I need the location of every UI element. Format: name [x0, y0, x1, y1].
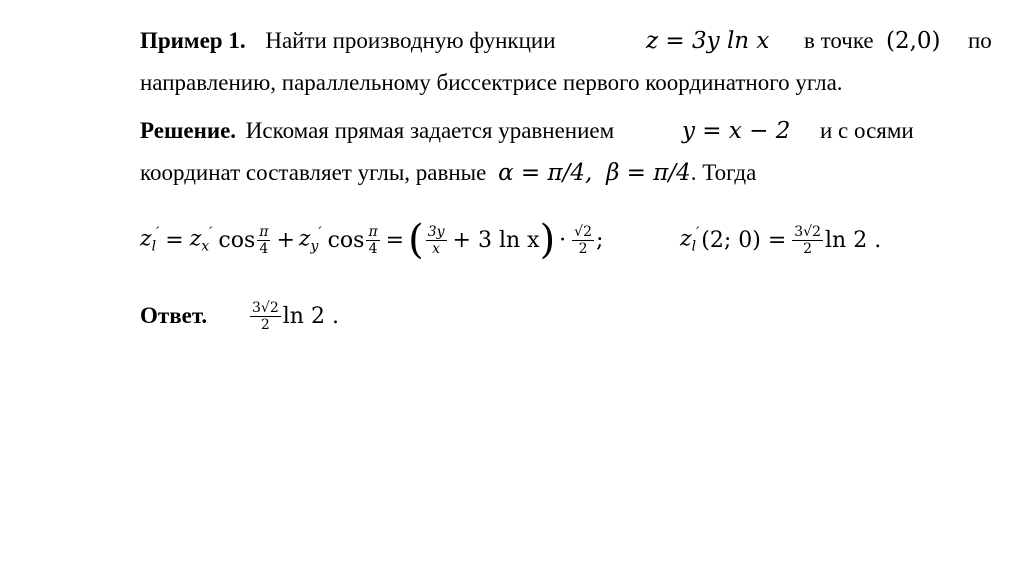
- three-sqrt2-over-2: $\frac{3√2}{2}$: [794, 223, 822, 257]
- answer-label: Ответ.: [140, 303, 208, 328]
- three-ln-x: + 3 ln x: [452, 227, 540, 253]
- paren-open: (: [408, 217, 424, 263]
- sqrt2-over-2: $\frac{√2}{2}$: [574, 223, 592, 257]
- semicolon: ;: [596, 227, 604, 253]
- zx-prime: $z_x'$: [189, 225, 213, 255]
- zl-prime: $z_l'$: [140, 225, 160, 255]
- cos-2: cos: [327, 227, 365, 253]
- example-line-1: [140, 28, 556, 54]
- solution-line-1: [140, 118, 614, 144]
- plus-sign: +: [276, 227, 295, 253]
- cos-1: cos: [218, 227, 256, 253]
- solution-text4: . Тогда: [690, 160, 757, 185]
- derivative-formula: [140, 212, 603, 268]
- dot-operator: ·: [559, 227, 567, 253]
- example-line-2: направлению, параллельному биссектрисе первого координатного угла.: [140, 70, 843, 95]
- zl-prime-2: $z_l'$: [680, 225, 700, 255]
- eq-sign-2: =: [385, 227, 405, 253]
- alpha-value: α = π/4,: [498, 160, 593, 186]
- pi-over-4-a: $\frac{\pi}{4}$: [259, 223, 269, 257]
- example-po: по: [968, 28, 992, 53]
- beta-value: β = π/4: [606, 160, 691, 186]
- example-point: (2,0): [886, 28, 941, 54]
- three-y-over-x: $\frac{3y}{x}$: [427, 223, 445, 257]
- example-text: Найти производную функции: [265, 28, 556, 53]
- example-point-text: в точке: [804, 28, 874, 53]
- solution-text3: координат составляет углы, равные: [140, 160, 487, 185]
- solution-text: Искомая прямая задается уравнением: [245, 118, 615, 143]
- example-label: Пример 1.: [140, 28, 246, 53]
- pi-over-4-b: $\frac{\pi}{4}$: [368, 223, 378, 257]
- solution-line-equation: y = x − 2: [682, 118, 791, 144]
- solution-label: Решение.: [140, 118, 237, 143]
- at-point: (2; 0) =: [701, 227, 787, 253]
- zy-prime: $z_y'$: [298, 225, 322, 255]
- derivative-value: [680, 212, 881, 268]
- solution-line-2: [140, 160, 756, 186]
- answer-fraction: $\frac{3√2}{2}$: [252, 299, 279, 333]
- example-function: z = 3y ln x: [646, 28, 770, 54]
- eq-sign-1: =: [165, 227, 184, 253]
- ln2: ln 2 .: [825, 227, 882, 253]
- answer-ln2: ln 2 .: [282, 303, 339, 329]
- paren-close: ): [539, 217, 556, 263]
- solution-text2: и с осями: [820, 118, 914, 143]
- answer-value: [248, 288, 339, 344]
